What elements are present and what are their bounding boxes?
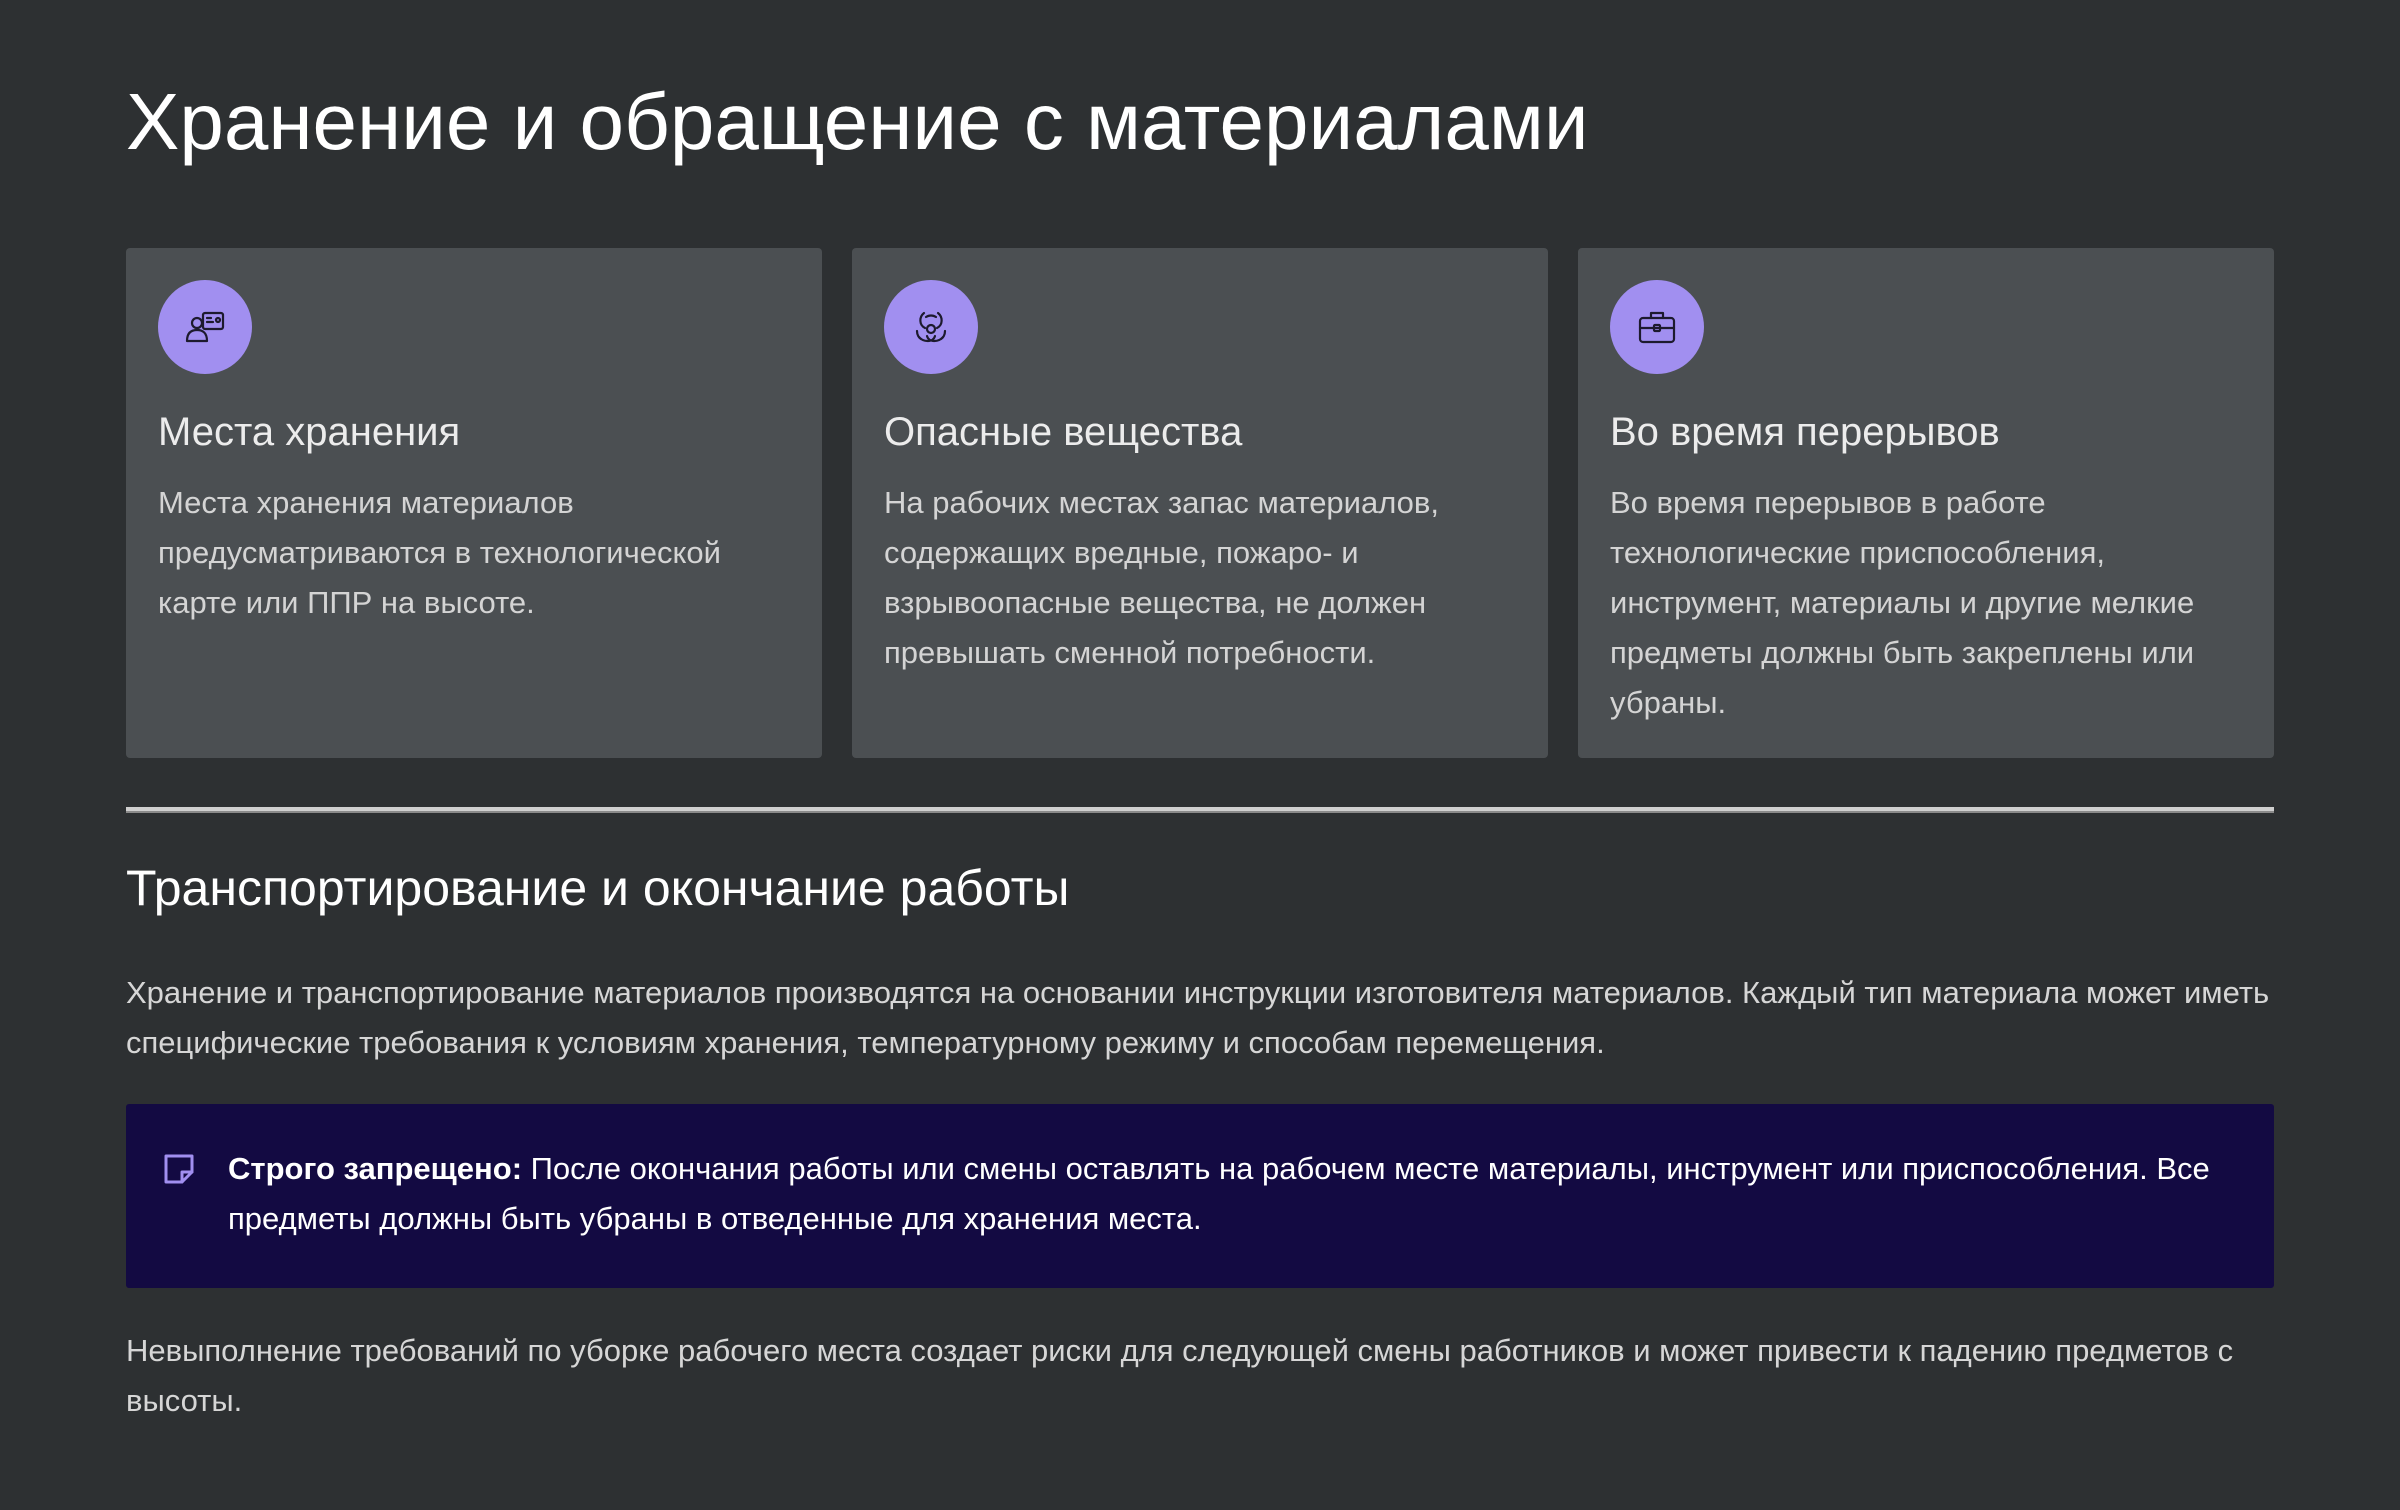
card-text: На рабочих местах запас материалов, содержащих вредные, пожаро- и взрывоопасные вещества, не должен превышать сменной потребности. — [884, 485, 1439, 670]
toolbox-icon — [1610, 280, 1704, 374]
callout-body: После окончания работы или смены оставлять на рабочем месте материалы, инструмент или приспособления. Все предметы должны быть убраны в отведенные для хранения места. — [228, 1151, 2210, 1236]
section-divider — [126, 807, 2274, 813]
callout-strong-label: Строго запрещено: — [228, 1151, 523, 1186]
card-title: Во время перерывов — [1610, 410, 2000, 454]
page-title: Хранение и обращение с материалами — [126, 77, 1589, 166]
callout-text — [228, 1144, 2214, 1244]
outro-paragraph: Невыполнение требований по уборке рабочего места создает риски для следующей смены работников и может привести к падению предметов с высоты. — [126, 1333, 2234, 1418]
intro-paragraph: Хранение и транспортирование материалов производятся на основании инструкции изготовителя материалов. Каждый тип материала может иметь специфические требования к условиям хранения, температурному режиму и способам перемещения. — [126, 975, 2270, 1060]
sticky-note-icon — [162, 1152, 196, 1186]
warning-callout — [126, 1104, 2274, 1288]
info-cards — [126, 248, 2274, 758]
card-text: Во время перерывов в работе технологические приспособления, инструмент, материалы и другие мелкие предметы должны быть закреплены или убраны. — [1610, 485, 2195, 720]
card-hazardous-substances — [852, 248, 1548, 758]
card-during-breaks — [1578, 248, 2274, 758]
card-storage-places — [126, 248, 822, 758]
biohazard-icon — [884, 280, 978, 374]
section-title: Транспортирование и окончание работы — [126, 860, 1070, 916]
card-text: Места хранения материалов предусматриваются в технологической карте или ППР на высоте. — [158, 485, 721, 620]
card-title: Места хранения — [158, 410, 461, 454]
card-title: Опасные вещества — [884, 410, 1243, 454]
person-id-card-icon — [158, 280, 252, 374]
